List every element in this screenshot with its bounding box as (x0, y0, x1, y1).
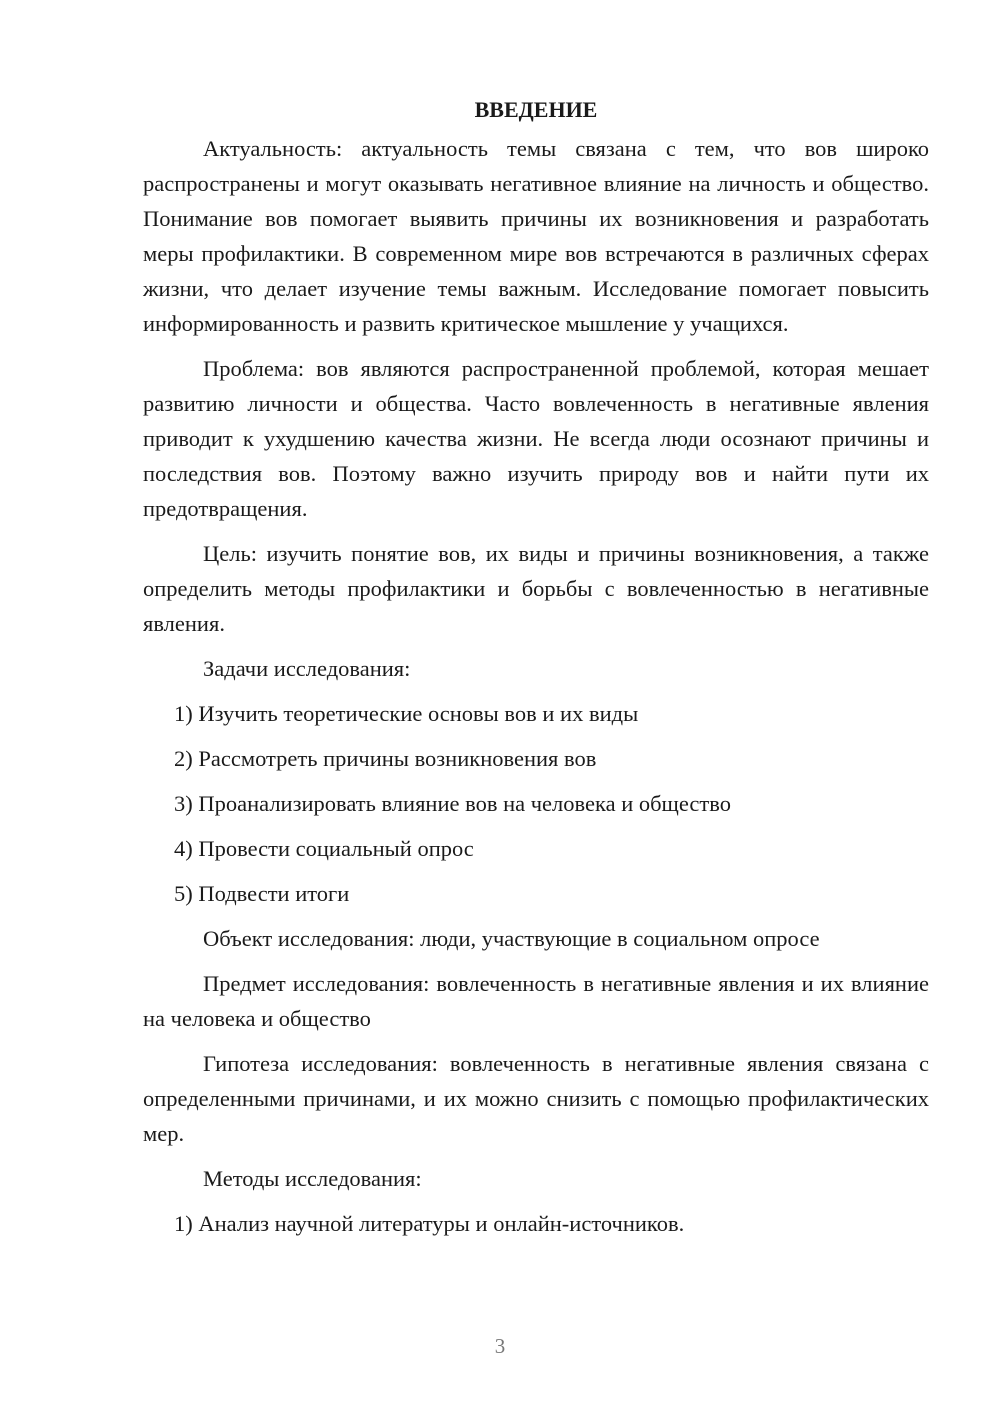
task-item: 3) Проанализировать влияние вов на человека и общество (174, 791, 731, 816)
method-item: 1) Анализ научной литературы и онлайн-источников. (174, 1211, 685, 1236)
task-item: 5) Подвести итоги (174, 881, 350, 906)
task-item: 1) Изучить теоретические основы вов и их виды (174, 701, 639, 726)
tasks-heading: Задачи исследования: (203, 656, 411, 681)
document-page (143, 92, 929, 1251)
object-line: Объект исследования: люди, участвующие в социальном опросе (203, 926, 820, 951)
relevance-paragraph: Актуальность: актуальность темы связана с тем, что вов широко распространены и могут оказывать негативное влияние на личность и общество. Понимание вов помогает выявить причины их возникновения и разработать меры профилактики. В современном мире вов встречаются в различных сферах жизни, что делает изучение темы важным. Исследование помогает повысить информированность и развить критическое мышление у учащихся. (143, 136, 929, 336)
task-item: 4) Провести социальный опрос (174, 836, 474, 861)
subject-paragraph: Предмет исследования: вовлеченность в негативные явления и их влияние на человека и общество (143, 971, 929, 1031)
problem-paragraph: Проблема: вов являются распространенной проблемой, которая мешает развитию личности и общества. Часто вовлеченность в негативные явления приводит к ухудшению качества жизни. Не всегда люди осознают причины и последствия вов. Поэтому важно изучить природу вов и найти пути их предотвращения. (143, 356, 929, 521)
hypothesis-paragraph: Гипотеза исследования: вовлеченность в негативные явления связана с определенными причинами, и их можно снизить с помощью профилактических мер. (143, 1051, 929, 1146)
task-item: 2) Рассмотреть причины возникновения вов (174, 746, 597, 771)
goal-paragraph: Цель: изучить понятие вов, их виды и причины возникновения, а также определить методы профилактики и борьбы с вовлеченностью в негативные явления. (143, 541, 929, 636)
page-number: 3 (494, 1334, 506, 1358)
section-title: ВВЕДЕНИЕ (474, 97, 598, 122)
methods-heading: Методы исследования: (203, 1166, 422, 1191)
